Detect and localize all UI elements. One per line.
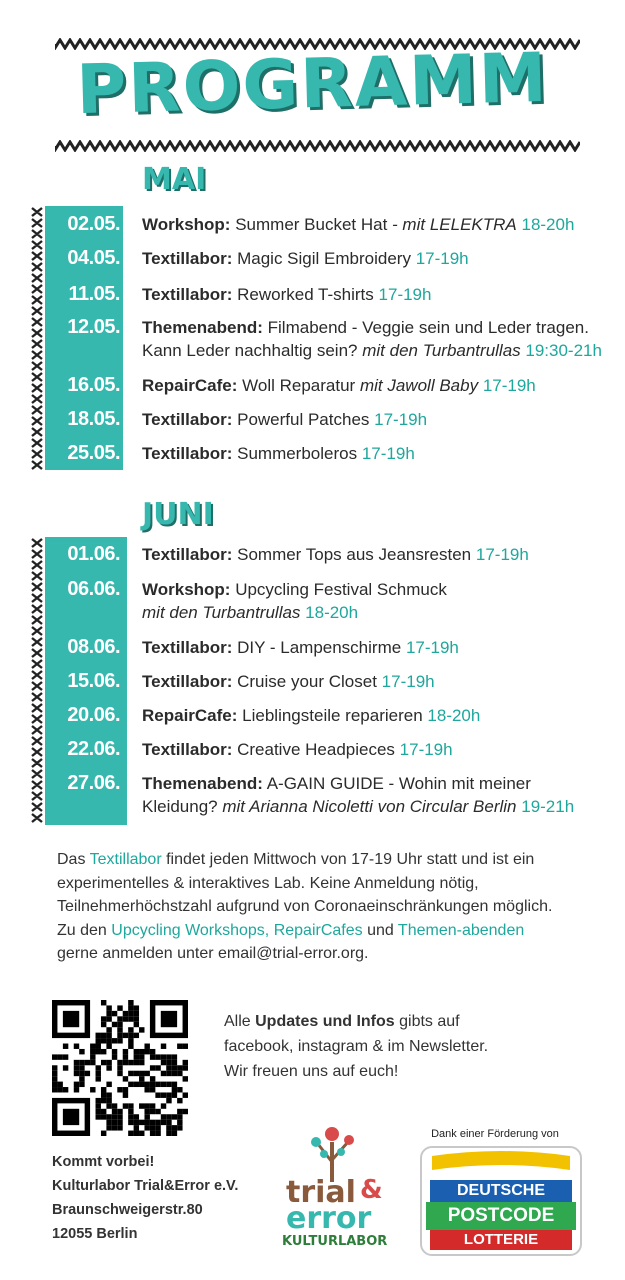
event-title: A-GAIN GUIDE - Wohin mit meiner: [266, 774, 531, 793]
address-line: Kulturlabor Trial&Error e.V.: [52, 1178, 239, 1194]
event-category: Textillabor:: [142, 249, 233, 268]
event-description: [142, 283, 612, 306]
event-category: Textillabor:: [142, 672, 233, 691]
cross-stitch-juni: [30, 537, 46, 825]
event-date: 16.05.: [67, 374, 120, 396]
address-line: Braunschweigerstr.80: [52, 1202, 203, 1218]
month-heading-mai: MAI: [142, 162, 207, 197]
event-description: [142, 543, 612, 566]
event-time: 17-19h: [399, 740, 453, 759]
event-category: Textillabor:: [142, 740, 233, 759]
event-title: Magic Sigil Embroidery: [237, 249, 411, 268]
sponsor-line1: DEUTSCHE: [430, 1180, 572, 1202]
event-time: 17-19h: [415, 249, 469, 268]
event-time: 17-19h: [482, 376, 536, 395]
info-paragraph: [57, 848, 567, 966]
event-note: mit den Turbantrullas: [142, 603, 301, 622]
event-description: [142, 374, 612, 397]
address-line: Kommt vorbei!: [52, 1154, 155, 1170]
event-time: 17-19h: [381, 672, 435, 691]
updates-text: gibts auf: [394, 1013, 460, 1030]
event-date: 18.05.: [67, 408, 120, 430]
event-time: 18-20h: [427, 706, 481, 725]
event-description: [142, 316, 612, 362]
event-date: 27.06.: [67, 772, 120, 794]
event-description: [142, 408, 612, 431]
ribbon-icon: [422, 1148, 580, 1178]
event-date: 11.05.: [68, 283, 120, 305]
event-description: [142, 578, 612, 624]
event-description: [142, 670, 612, 693]
event-title-line2: Kann Leder nachhaltig sein?: [142, 341, 358, 360]
event-title: Cruise your Closet: [237, 672, 377, 691]
event-description: [142, 213, 612, 236]
textillabor-highlight: Textillabor: [89, 851, 162, 868]
event-category: Textillabor:: [142, 285, 233, 304]
event-category: Themenabend:: [142, 318, 263, 337]
event-date: 04.05.: [67, 247, 120, 269]
event-category: RepairCafe:: [142, 706, 238, 725]
sponsor-line3: LOTTERIE: [430, 1230, 572, 1250]
event-date: 25.05.: [67, 442, 120, 464]
event-time: 17-19h: [475, 545, 529, 564]
postcode-lotterie-logo: [420, 1146, 582, 1256]
event-time: 17-19h: [361, 444, 415, 463]
event-date: 02.05.: [67, 213, 120, 235]
event-note: - mit LELEKTRA: [392, 215, 517, 234]
logo-text-error: error: [286, 1201, 372, 1236]
event-date: 08.06.: [67, 636, 120, 658]
event-date: 12.05.: [67, 316, 120, 338]
zigzag-rule-bottom: [55, 140, 580, 152]
event-title: Summerboleros: [237, 444, 358, 463]
event-time: 19-21h: [521, 797, 575, 816]
event-title: Summer Bucket Hat: [235, 215, 388, 234]
updates-text: Alle: [224, 1013, 256, 1030]
event-description: [142, 636, 612, 659]
event-description: [142, 772, 612, 818]
event-time: 18-20h: [521, 215, 575, 234]
event-title: Lieblingsteile reparieren: [242, 706, 423, 725]
event-title: Reworked T-shirts: [237, 285, 374, 304]
address-block: [52, 1150, 272, 1246]
sponsor-caption: Dank einer Förderung von: [431, 1128, 559, 1140]
event-category: Textillabor:: [142, 638, 233, 657]
cross-stitch-mai: [30, 206, 46, 470]
event-title-line2: Kleidung?: [142, 797, 218, 816]
themen-highlight: Themen-abenden: [397, 921, 525, 939]
logo-text-kulturlabor: KULTURLABOR: [282, 1234, 388, 1249]
event-date: 22.06.: [67, 738, 120, 760]
event-description: [142, 738, 612, 761]
event-time: 19:30-21h: [525, 341, 602, 360]
info-text: und: [362, 921, 398, 939]
updates-line2: facebook, instagram & im Newsletter.: [224, 1038, 489, 1055]
event-category: Textillabor:: [142, 410, 233, 429]
event-date: 06.06.: [67, 578, 120, 600]
event-title: Powerful Patches: [237, 410, 370, 429]
qr-code[interactable]: [52, 1000, 188, 1136]
page-title: PROGRAMM: [75, 38, 550, 131]
event-note: mit Arianna Nicoletti von Circular Berlin: [222, 797, 517, 816]
event-category: Textillabor:: [142, 545, 233, 564]
address-line: 12055 Berlin: [52, 1226, 138, 1242]
event-title: DIY - Lampenschirme: [237, 638, 402, 657]
event-category: Workshop:: [142, 215, 231, 234]
event-title: Creative Headpieces: [237, 740, 395, 759]
event-date: 01.06.: [67, 543, 120, 565]
event-date: 20.06.: [67, 704, 120, 726]
event-title: Woll Reparatur: [242, 376, 356, 395]
event-title: Upcycling Festival Schmuck: [235, 580, 447, 599]
event-time: 18-20h: [305, 603, 359, 622]
event-note: mit den Turbantrullas: [362, 341, 521, 360]
event-category: Textillabor:: [142, 444, 233, 463]
event-time: 17-19h: [378, 285, 432, 304]
event-date: 15.06.: [67, 670, 120, 692]
logo-ampersand: &: [360, 1175, 383, 1205]
event-title: Sommer Tops aus Jeansresten: [237, 545, 472, 564]
event-category: RepairCafe:: [142, 376, 238, 395]
event-title: Filmabend - Veggie sein und Leder tragen.: [267, 318, 589, 337]
info-text: findet jeden Mittwoch von 17-19 Uhr statt und ist ein experimentelles & interaktives Lab. Keine Anmeldung nötig, Teilnehmerhöchstzahl aufgrund von Coronaeinschränkungen möglich. Zu den: [57, 851, 553, 939]
event-description: [142, 247, 612, 270]
info-text: gerne anmelden unter email@trial-error.org.: [57, 945, 369, 962]
info-text: Das: [57, 851, 90, 868]
event-description: [142, 442, 612, 465]
event-description: [142, 704, 612, 727]
updates-line3: Wir freuen uns auf euch!: [224, 1063, 399, 1080]
month-heading-juni: JUNI: [142, 497, 214, 532]
event-time: 17-19h: [374, 410, 428, 429]
workshops-highlight: Upcycling Workshops, RepairCafes: [111, 921, 363, 939]
sponsor-line2: POSTCODE: [426, 1202, 576, 1230]
event-time: 17-19h: [405, 638, 459, 657]
trial-error-logo: [278, 1122, 388, 1252]
updates-bold: Updates und Infos: [255, 1013, 395, 1030]
event-note: mit Jawoll Baby: [359, 376, 479, 395]
updates-note: [224, 1009, 554, 1084]
event-category: Themenabend:: [142, 774, 263, 793]
event-category: Workshop:: [142, 580, 231, 599]
logo-text-trial: trial: [286, 1175, 356, 1210]
